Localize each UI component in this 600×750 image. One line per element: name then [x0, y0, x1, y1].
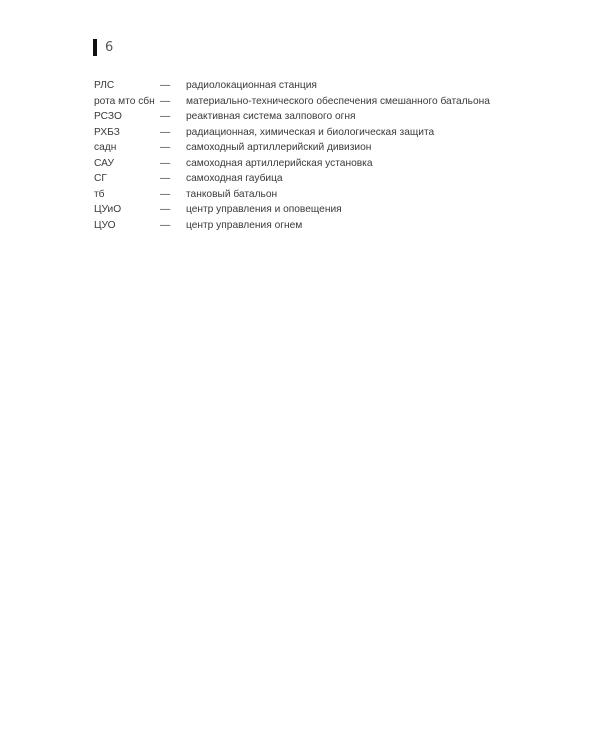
abbreviation-row — [94, 140, 490, 156]
abbreviation-definition: самоходная артиллерийская установка — [186, 157, 373, 169]
abbreviation-term: ЦУО — [94, 219, 116, 231]
abbreviation-definition: центр управления и оповещения — [186, 204, 342, 215]
abbreviation-row — [94, 109, 490, 125]
abbreviation-dash: — — [160, 219, 171, 231]
abbreviation-definition: самоходная гаубица — [186, 173, 283, 184]
abbreviation-term: СГ — [94, 173, 107, 184]
abbreviation-row — [94, 171, 490, 187]
abbreviation-row — [94, 156, 490, 172]
abbreviation-list — [94, 78, 490, 233]
abbreviation-definition: реактивная система залпового огня — [186, 111, 356, 122]
page-number: 6 — [105, 39, 114, 55]
abbreviation-term: РЛС — [94, 80, 115, 91]
abbreviation-row — [94, 218, 490, 234]
abbreviation-row — [94, 187, 490, 203]
abbreviation-definition: центр управления огнем — [186, 219, 303, 231]
abbreviation-definition: танковый батальон — [186, 188, 278, 200]
abbreviation-row — [94, 125, 490, 141]
abbreviation-term: РХБЗ — [94, 126, 120, 138]
abbreviation-row — [94, 202, 490, 218]
abbreviation-term: РСЗО — [94, 111, 122, 122]
page-header — [93, 38, 113, 56]
abbreviation-term: ЦУиО — [94, 204, 122, 215]
abbreviation-dash: — — [160, 142, 171, 153]
abbreviation-term: САУ — [94, 157, 114, 169]
abbreviation-dash: — — [160, 126, 171, 138]
abbreviation-term: садн — [94, 142, 117, 153]
page-marker-bar — [93, 39, 97, 56]
abbreviation-row — [94, 78, 490, 94]
abbreviation-definition: материально-технического обеспечения смешанного батальона — [186, 95, 490, 107]
abbreviation-dash: — — [160, 80, 171, 91]
abbreviation-dash: — — [160, 173, 171, 184]
abbreviation-dash: — — [160, 95, 171, 107]
abbreviation-dash: — — [160, 111, 171, 122]
abbreviation-term: рота мто сбн — [94, 95, 155, 107]
abbreviation-dash: — — [160, 188, 171, 200]
abbreviation-definition: самоходный артиллерийский дивизион — [186, 142, 372, 153]
abbreviation-definition: радиационная, химическая и биологическая защита — [186, 126, 435, 138]
abbreviation-dash: — — [160, 204, 171, 215]
abbreviation-definition: радиолокационная станция — [186, 80, 317, 91]
abbreviation-dash: — — [160, 157, 171, 169]
abbreviation-row — [94, 94, 490, 110]
abbreviation-term: тб — [94, 188, 105, 200]
